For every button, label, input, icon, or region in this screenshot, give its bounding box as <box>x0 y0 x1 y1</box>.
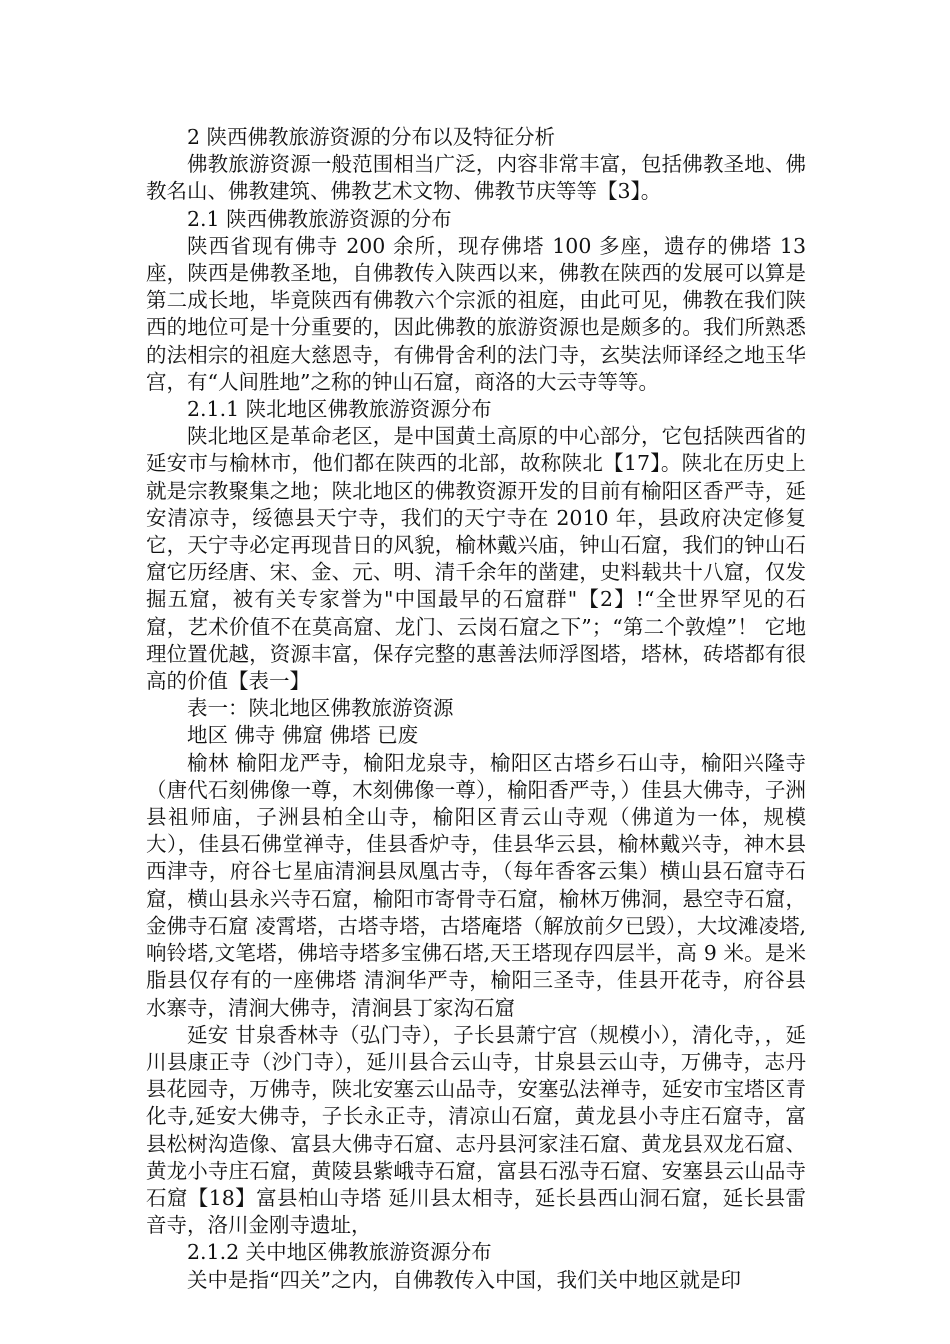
paragraph-2-1: 陕西省现有佛寺 200 余所，现存佛塔 100 多座，遗存的佛塔 13 座，陕西是佛教圣地，自佛教传入陕西以来，佛教在陕西的发展可以算是第二成长地，毕竟陕西有佛教六个宗派的祖庭，由此可见，佛教在我们陕西的地位可是十分重要的，因此佛教的旅游资源也是颇多的。我们所熟悉的法相宗的祖庭大慈恩寺，有佛骨舍利的法门寺，玄奘法师译经之地玉华宫，有“人间胜地”之称的钟山石窟，商洛的大云寺等等。 <box>146 233 806 394</box>
section-heading-2-1-2: 2.1.2 关中地区佛教旅游资源分布 <box>187 1240 492 1265</box>
table-caption: 表一：陕北地区佛教旅游资源 <box>187 696 454 721</box>
intro-paragraph: 佛教旅游资源一般范围相当广泛，内容非常丰富，包括佛教圣地、佛教名山、佛教建筑、佛教艺术文物、佛教节庆等等【3】。 <box>146 152 806 204</box>
table-row-yulin: 榆林 榆阳龙严寺，榆阳龙泉寺，榆阳区古塔乡石山寺，榆阳兴隆寺（唐代石刻佛像一尊，木刻佛像一尊），榆阳香严寺，）佳县大佛寺，子洲县祖师庙，子洲县柏全山寺，榆阳区青云山寺观（佛道为一体，规模大），佳县石佛堂禅寺，佳县香炉寺，佳县华云县，榆林戴兴寺，神木县西津寺，府谷七星庙清涧县凤凰古寺，（每年香客云集）横山县石窟寺石窟，横山县永兴寺石窟，榆阳市寄骨寺石窟，榆林万佛洞，悬空寺石窟，金佛寺石窟 凌霄塔，古塔寺塔，古塔庵塔（解放前夕已毁），大坟滩凌塔,响铃塔,文笔塔，佛培寺塔多宝佛石塔,天王塔现存四层半，高 9 米。是米脂县仅存有的一座佛塔 清涧华严寺，榆阳三圣寺，佳县开花寺，府谷县水寨寺，清涧大佛寺，清涧县丁家沟石窟 <box>146 750 806 1020</box>
paragraph-2-1-2: 关中是指“四关”之内，自佛教传入中国，我们关中地区就是印 <box>187 1267 741 1292</box>
section-heading-2: 2 陕西佛教旅游资源的分布以及特征分析 <box>187 125 556 149</box>
table-header: 地区 佛寺 佛窟 佛塔 已废 <box>187 723 419 748</box>
document-page <box>146 124 806 1294</box>
paragraph-2-1-1: 陕北地区是革命老区，是中国黄土高原的中心部分，它包括陕西省的延安市与榆林市，他们都在陕西的北部，故称陕北【17】。陕北在历史上就是宗教聚集之地；陕北地区的佛教资源开发的目前有榆阳区香严寺，延安清凉寺，绥德县天宁寺，我们的天宁寺在 2010 年，县政府决定修复它，天宁寺必定再现昔日的风貌，榆林戴兴庙，钟山石窟，我们的钟山石窟它历经唐、宋、金、元、明、清千余年的凿建，史料载共十八窟，仅发掘五窟，被有关专家誉为"中国最早的石窟群"【2】!“全世界罕见的石窟，艺术价值不在莫高窟、龙门、云岗石窟之下”；“第二个敦煌”！ 它地理位置优越，资源丰富，保存完整的惠善法师浮图塔，塔林，砖塔都有很高的价值【表一】 <box>146 424 806 694</box>
table-row-yanan: 延安 甘泉香林寺（弘门寺），子长县萧宁宫（规模小），清化寺，，延川县康正寺（沙门寺），延川县合云山寺，甘泉县云山寺，万佛寺，志丹县花园寺，万佛寺，陕北安塞云山品寺，安塞弘法禅寺，延安市宝塔区青化寺,延安大佛寺，子长永正寺，清凉山石窟，黄龙县小寺庄石窟寺，富县松树沟造像、富县大佛寺石窟、志丹县河家洼石窟、黄龙县双龙石窟、黄龙小寺庄石窟，黄陵县紫峨寺石窟，富县石泓寺石窟、安塞县云山品寺石窟【18】富县柏山寺塔 延川县太相寺，延长县西山洞石窟，延长县雷音寺，洛川金刚寺遗址， <box>146 1022 806 1238</box>
section-heading-2-1: 2.1 陕西佛教旅游资源的分布 <box>187 206 452 231</box>
section-heading-2-1-1: 2.1.1 陕北地区佛教旅游资源分布 <box>187 397 492 422</box>
